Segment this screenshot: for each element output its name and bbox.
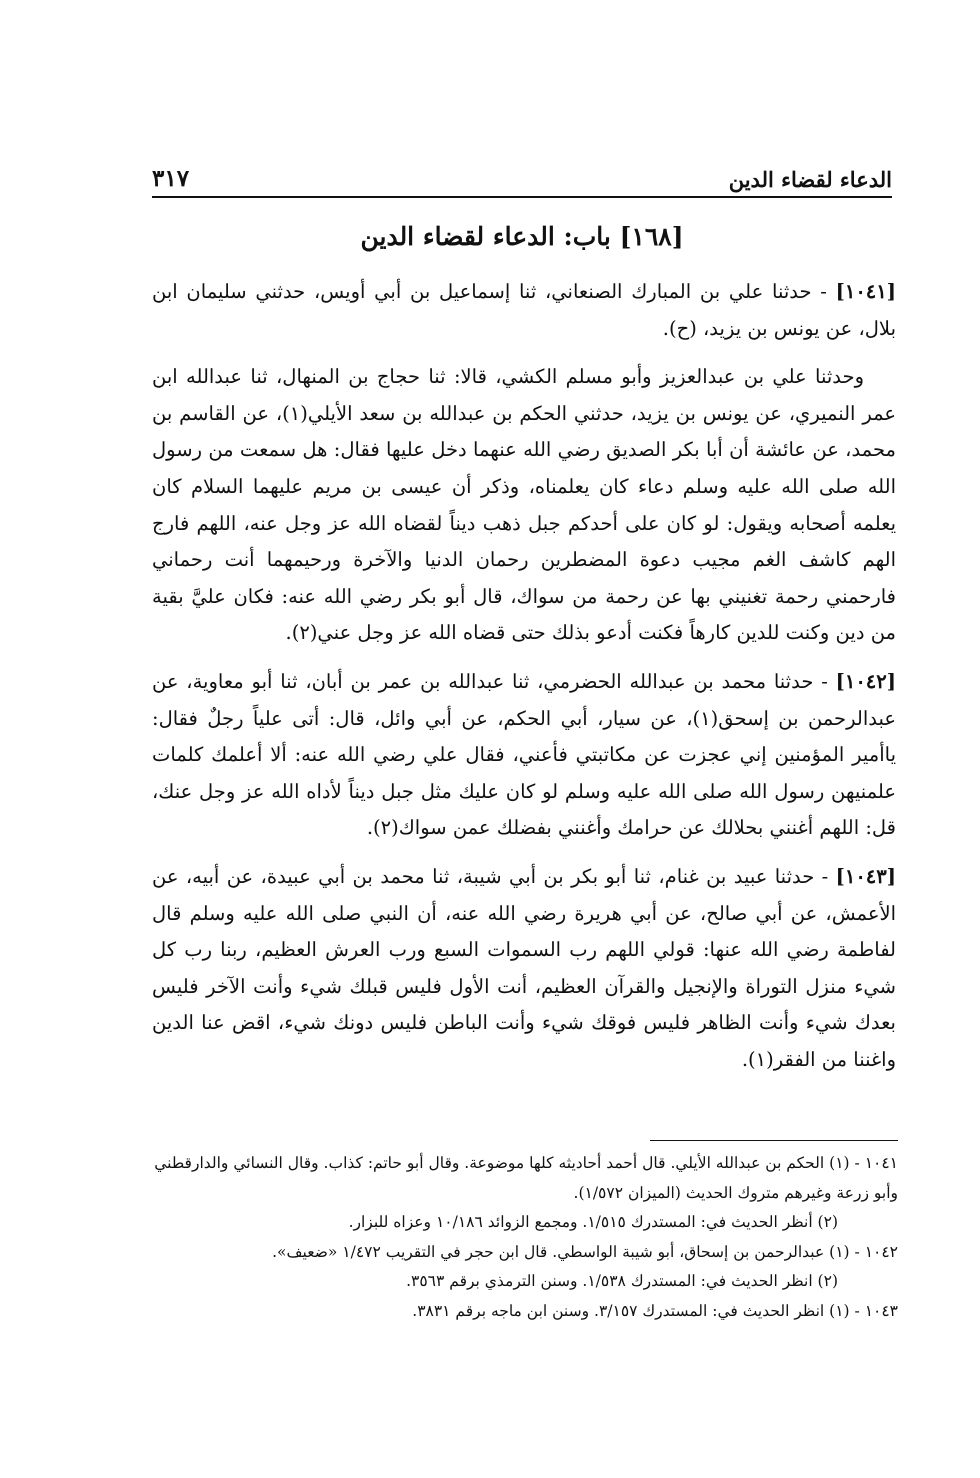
footnote-1041-2: [152, 1208, 898, 1238]
hadith-paragraph-1041: [152, 274, 896, 347]
footnote-text: (٢) أنظر الحديث في: المستدرك ١/٥١٥. ومجمع الزوائد ١٠/١٨٦ وعزاه للبزار.: [348, 1213, 838, 1231]
hadith-text: - حدثنا علي بن المبارك الصنعاني، ثنا إسماعيل بن أبي أويس، حدثني سليمان ابن بلال، عن يونس بن يزيد، (ح).: [152, 280, 896, 340]
hadith-text: - حدثنا عبيد بن غنام، ثنا أبو بكر بن أبي شيبة، ثنا محمد بن أبي عبيدة، عن أبيه، عن الأعمش، عن أبي صالح، عن أبي هريرة رضي الله عنه، أن النبي صلى الله عليه وسلم قال لفاطمة رضي الله عنها: قولي اللهم رب السموات السبع ورب العرش العظيم، ربنا رب كل شيء منزل التوراة والإنجيل والقرآن العظيم، أنت الأول فليس قبلك شيء وأنت الآخر فليس بعدك شيء وأنت الظاهر فليس فوقك شيء وأنت الباطن فليس دونك شيء، اقض عنا الدين واغننا من الفقر(١).: [152, 864, 896, 1071]
footnote-prefix: ١٠٤٢ -: [849, 1242, 898, 1261]
footnote-text: (٢) انظر الحديث في: المستدرك ١/٥٣٨. وسنن الترمذي برقم ٣٥٦٣.: [406, 1272, 838, 1290]
footnote-separator-wrap: [152, 1140, 898, 1149]
hadith-paragraph-1043: [152, 859, 896, 1079]
running-title: الدعاء لقضاء الدين: [728, 167, 892, 192]
footnotes: [152, 1140, 898, 1326]
main-text: [152, 274, 896, 1090]
footnote-1041-1: [152, 1149, 898, 1208]
footnote-1042-2: [152, 1267, 898, 1297]
footnote-1043-1: [152, 1297, 898, 1327]
footnote-separator: [650, 1140, 898, 1141]
footnote-1042-1: [152, 1238, 898, 1268]
footnote-text: (١) انظر الحديث في: المستدرك ٣/١٥٧. وسنن ابن ماجه برقم ٣٨٣١.: [412, 1301, 850, 1320]
page-header: [152, 150, 892, 198]
page-number: ٣١٧: [152, 165, 190, 192]
footnote-prefix: ١٠٤١ -: [849, 1154, 898, 1172]
chapter-title: [١٦٨] باب: الدعاء لقضاء الدين: [360, 222, 684, 251]
hadith-text: - حدثنا محمد بن عبدالله الحضرمي، ثنا عبدالله بن عمر بن أبان، ثنا أبو معاوية، عن عبدالرحمن بن إسحق(١)، عن سيار، أبي الحكم، عن أبي وائل، قال: أتى علياً رجلٌ فقال: ياأمير المؤمنين إني عجزت عن مكاتبتي فأعني، فقال علي رضي الله عنه: ألا أعلمك كلمات علمنيهن رسول الله صلى الله عليه وسلم لو كان عليك مثل جبل ديناً لأداه الله عز وجل عنك، قل: اللهم أغنني بحلالك عن حرامك وأغنني بفضلك عمن سواك(٢).: [152, 669, 896, 840]
footnote-text: (١) عبدالرحمن بن إسحاق، أبو شيبة الواسطي. قال ابن حجر في التقريب ١/٤٧٢ «ضعيف».: [272, 1242, 850, 1261]
footnote-text: (١) الحكم بن عبدالله الأيلي. قال أحمد أحاديثه كلها موضوعة. وقال أبو حاتم: كذاب. وقال النسائي والدارقطني وأبو زرعة وغيرهم متروك الحديث (الميزان ١/٥٧٢).: [154, 1154, 898, 1202]
hadith-text: وحدثنا علي بن عبدالعزيز وأبو مسلم الكشي، قالا: ثنا حجاج بن المنهال، ثنا عبدالله ابن عمر النميري، عن يونس بن يزيد، حدثني الحكم بن عبدالله بن سعد الأيلي(١)، عن القاسم بن محمد، عن عائشة أن أبا بكر الصديق رضي الله عنهما دخل عليها فقال: هل سمعت من رسول الله صلى الله عليه وسلم دعاء كان يعلمناه، وذكر أن عيسى بن مريم عليهما السلام كان يعلمه أصحابه ويقول: لو كان على أحدكم جبل ذهب ديناً لقضاه الله عز وجل عنه، اللهم فارج الهم كاشف الغم مجيب دعوة المضطرين رحمان الدنيا والآخرة ورحيمهما أنت رحماني فارحمني رحمة تغنيني بها عن رحمة من سواك، قال أبو بكر رضي الله عنه: فكان عليَّ بقية من دين وكنت للدين كارهاً فكنت أدعو بذلك حتى قضاه الله عز وجل عني(٢).: [152, 365, 897, 645]
hadith-paragraph-1041-cont: [152, 359, 896, 652]
footnote-prefix: ١٠٤٣ -: [849, 1301, 898, 1320]
hadith-number: [١٠٤٣]: [835, 864, 896, 888]
hadith-number: [١٠٤١]: [835, 280, 896, 303]
hadith-number: [١٠٤٢]: [835, 669, 896, 693]
hadith-paragraph-1042: [152, 664, 896, 847]
